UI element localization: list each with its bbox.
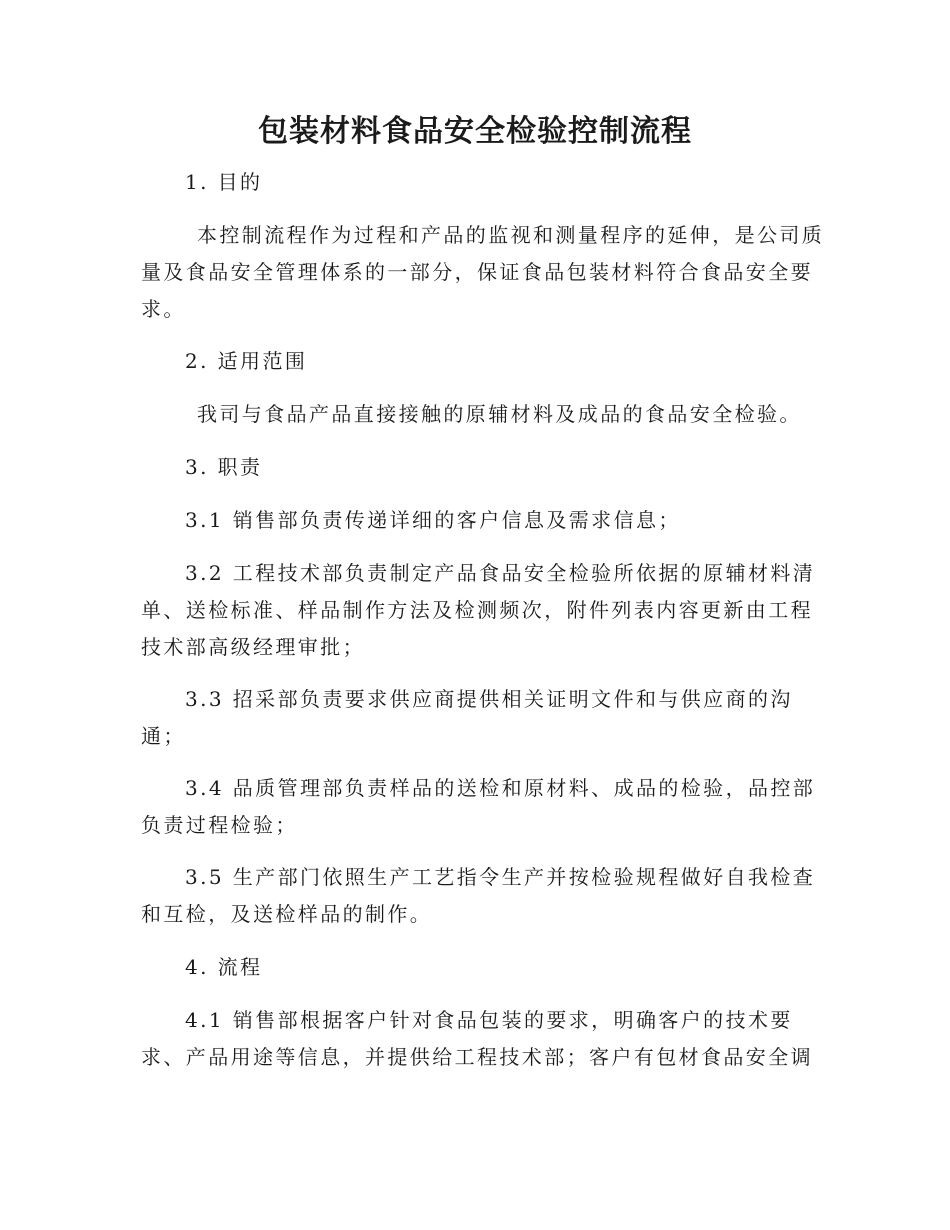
paragraph-3-2 [141, 555, 816, 666]
heading-text: 4. 流程 [185, 955, 263, 979]
paragraph-line: 3.2 工程技术部负责制定产品食品安全检验所依据的原辅材料清 [185, 561, 816, 585]
paragraph-line: 和互检，及送检样品的制作。 [141, 902, 433, 926]
paragraph-line: 4.1 销售部根据客户针对食品包装的要求，明确客户的技术要 [185, 1008, 793, 1032]
section-heading-process [141, 949, 811, 986]
paragraph-line: 求、产品用途等信息，并提供给工程技术部；客户有包材食品安全调 [141, 1045, 813, 1069]
section-heading-responsibilities [141, 449, 811, 486]
paragraph-line: 本控制流程作为过程和产品的监视和测量程序的延伸，是公司质 [197, 223, 825, 247]
section-heading-purpose [141, 164, 811, 201]
paragraph-line: 3.4 品质管理部负责样品的送检和原材料、成品的检验，品控部 [185, 776, 816, 800]
heading-text: 3. 职责 [185, 455, 263, 479]
section-heading-scope [141, 343, 811, 380]
paragraph-line: 量及食品安全管理体系的一部分，保证食品包装材料符合食品安全要 [141, 260, 813, 284]
paragraph-3-1 [141, 502, 811, 539]
paragraph-line: 3.3 招采部负责要求供应商提供相关证明文件和与供应商的沟 [185, 687, 793, 711]
paragraph-line: 技术部高级经理审批； [141, 635, 365, 659]
paragraph-line: 3.1 销售部负责传递详细的客户信息及需求信息； [185, 508, 681, 532]
paragraph-scope [141, 396, 811, 433]
paragraph-line: 求。 [141, 297, 186, 321]
paragraph-line: 单、送检标准、样品制作方法及检测频次，附件列表内容更新由工程 [141, 598, 813, 622]
heading-text: 1. 目的 [185, 170, 263, 194]
paragraph-4-1 [141, 1002, 811, 1076]
heading-text: 2. 适用范围 [185, 349, 308, 373]
paragraph-line: 通； [141, 724, 186, 748]
paragraph-3-3 [141, 681, 811, 755]
document-title: 包装材料食品安全检验控制流程 [258, 114, 692, 149]
paragraph-line: 我司与食品产品直接接触的原辅材料及成品的食品安全检验。 [197, 402, 802, 426]
paragraph-line: 负责过程检验； [141, 813, 298, 837]
paragraph-3-4 [141, 770, 816, 844]
paragraph-purpose [141, 217, 825, 328]
paragraph-3-5 [141, 859, 816, 933]
paragraph-line: 3.5 生产部门依照生产工艺指令生产并按检验规程做好自我检查 [185, 865, 816, 889]
